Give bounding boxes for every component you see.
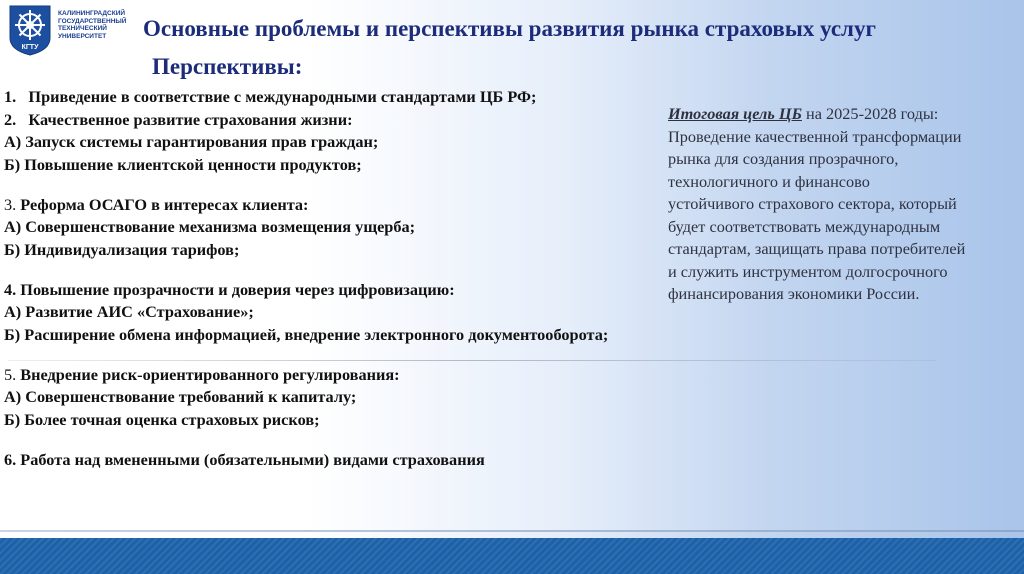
list-item: А) Совершенствование требований к капиталу; [4, 387, 357, 406]
logo-text [58, 10, 136, 40]
item-number: 3. [4, 194, 21, 214]
goal-line: Проведение качественной трансформации [668, 126, 962, 146]
goal-line: стандартам, защищать права потребителей [668, 239, 966, 258]
item-heading: Реформа ОСАГО в интересах клиента: [20, 194, 309, 214]
goal-line: рынка для создания прозрачного, [668, 149, 899, 168]
university-logo [0, 0, 138, 60]
goal-line: финансирования экономики России. [668, 284, 920, 303]
logo-line: КАЛИНИНГРАДСКИЙ [58, 10, 126, 17]
separator-line [8, 360, 936, 361]
list-item [4, 194, 744, 217]
final-goal-block [668, 103, 1020, 306]
goal-line: будет соответствовать международным [668, 216, 941, 236]
slide-title: Основные проблемы и перспективы развития рынка страховых услуг [143, 16, 876, 41]
logo-abbreviation: КГТУ [21, 44, 39, 51]
goal-line: и служить инструментом долгосрочного [668, 261, 948, 281]
logo-line: ТЕХНИЧЕСКИЙ [58, 25, 107, 33]
perspectives-list [4, 86, 744, 471]
ship-wheel-emblem-icon [6, 4, 54, 56]
list-item: Б) Индивидуализация тарифов; [4, 239, 240, 259]
list-item: 6. Работа над вмененными (обязательными) видами страхования [4, 449, 485, 469]
list-item: А) Запуск системы гарантирования прав граждан; [4, 132, 379, 151]
footer-bar [0, 538, 1024, 574]
list-item: 1. Приведение в соответствие с международными стандартами ЦБ РФ; [4, 87, 537, 106]
goal-line: технологичного и финансово [668, 171, 870, 191]
list-item: А) Развитие АИС «Страхование»; [4, 302, 254, 321]
goal-period: на 2025-2028 годы: [801, 104, 939, 123]
list-item: Б) Более точная оценка страховых рисков; [4, 409, 320, 429]
goal-line: устойчивого страхового сектора, который [668, 194, 957, 213]
list-item: 2. Качественное развитие страхования жизни: [4, 109, 353, 129]
logo-line: УНИВЕРСИТЕТ [58, 32, 107, 40]
item-heading: Внедрение риск-ориентированного регулирования: [20, 364, 400, 384]
goal-heading [668, 103, 1020, 126]
list-item: 4. Повышение прозрачности и доверия через цифровизацию: [4, 279, 455, 299]
list-item: Б) Расширение обмена информацией, внедрение электронного документооборота; [4, 324, 609, 344]
item-number: 5. [4, 364, 21, 384]
list-item: А) Совершенствование механизма возмещения ущерба; [4, 217, 416, 236]
slide-subtitle: Перспективы: [152, 54, 303, 79]
list-item [4, 364, 744, 387]
footer-divider [0, 530, 1024, 532]
goal-label: Итоговая цель ЦБ [668, 104, 802, 123]
logo-line: ГОСУДАРСТВЕННЫЙ [58, 17, 127, 25]
list-item: Б) Повышение клиентской ценности продуктов; [4, 154, 362, 174]
